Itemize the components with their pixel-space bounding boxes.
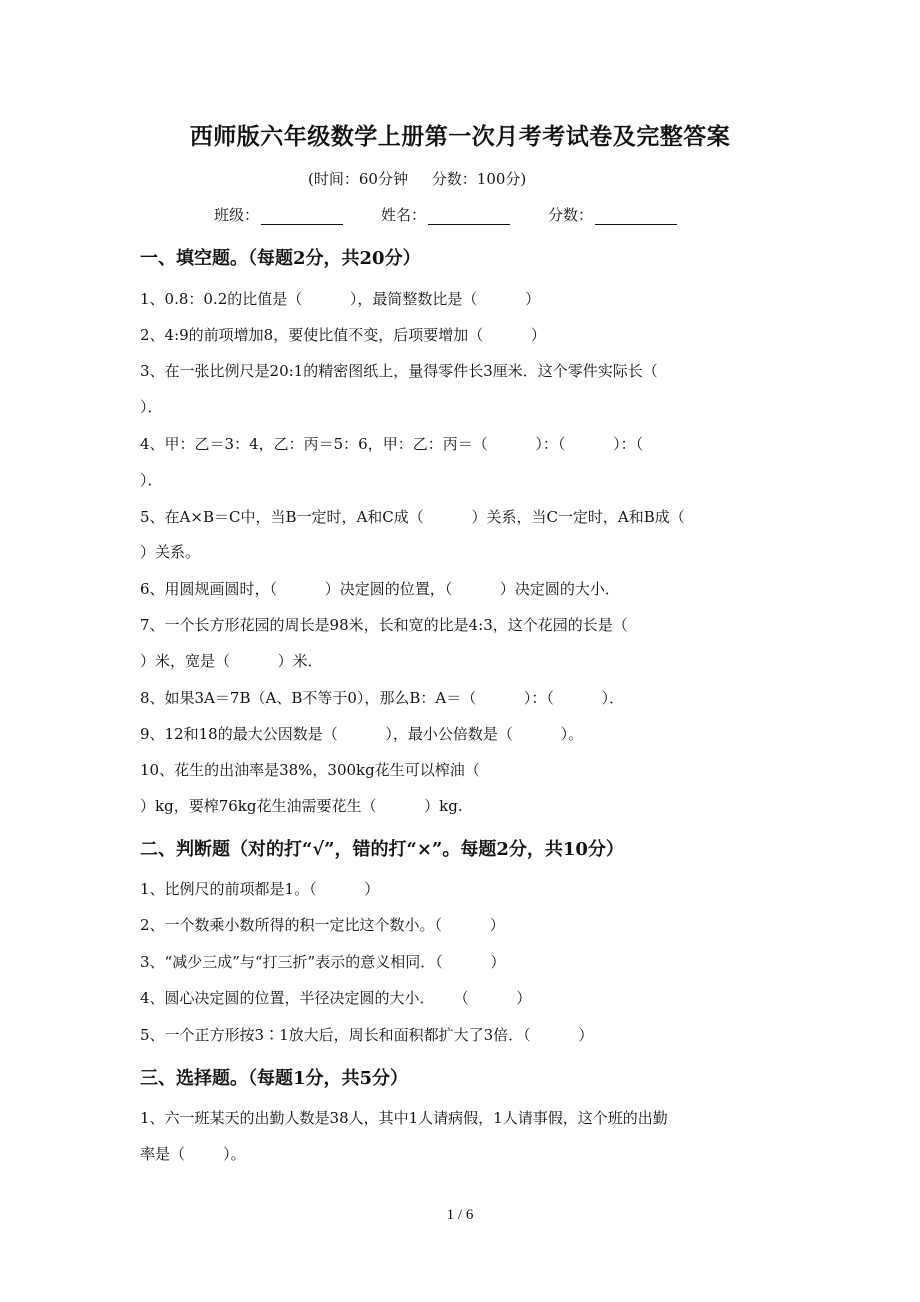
question-line: 7、一个长方形花园的周长是98米，长和宽的比是4:3，这个花园的长是（ (140, 616, 628, 634)
question-line: 10、花生的出油率是38%，300kg花生可以榨油（ (140, 761, 480, 779)
section-judge-heading: 二、判断题（对的打“√”，错的打“×”。每题2分，共10分） (140, 839, 624, 860)
question-line: ）关系。 (140, 543, 201, 561)
question-line: 1、比例尺的前项都是1。（ ） (140, 880, 380, 898)
question-line: ）． (140, 471, 163, 489)
question-line: 5、在A×B＝C中，当B一定时，A和C成（ ）关系，当C一定时，A和B成（ (140, 508, 685, 526)
question-line: ）． (140, 398, 163, 416)
student-info-line (214, 204, 677, 225)
exam-subtitle: (时间：60分钟 分数：100分) (308, 170, 527, 188)
class-field (214, 204, 343, 225)
question-line: 5、一个正方形按3∶1放大后，周长和面积都扩大了3倍．（ ） (140, 1026, 594, 1044)
score-blank (595, 210, 677, 225)
section-fill-heading: 一、填空题。（每题2分，共20分） (140, 248, 421, 269)
question-line: 3、“减少三成”与“打三折”表示的意义相同．（ ） (140, 953, 506, 971)
question-line: 1、0.8：0.2的比值是（ ），最简整数比是（ ） (140, 290, 541, 308)
score-field (548, 204, 677, 225)
name-field (381, 204, 510, 225)
class-label: 班级： (214, 206, 260, 224)
page-number: 1 / 6 (446, 1207, 474, 1223)
class-blank (261, 210, 343, 225)
question-line: 率是（ ）。 (140, 1145, 246, 1163)
question-line: 2、一个数乘小数所得的积一定比这个数小。（ ） (140, 916, 505, 934)
question-line: 6、用圆规画圆时，（ ）决定圆的位置，（ ）决定圆的大小． (140, 580, 620, 598)
question-line: ）kg，要榨76kg花生油需要花生（ ）kg. (140, 797, 463, 815)
name-blank (428, 210, 510, 225)
question-line: 1、六一班某天的出勤人数是38人，其中1人请病假，1人请事假，这个班的出勤 (140, 1109, 668, 1127)
question-line: 4、圆心决定圆的位置，半径决定圆的大小． （ ） (140, 989, 532, 1007)
question-line: 2、4:9的前项增加8，要使比值不变，后项要增加（ ） (140, 326, 546, 344)
question-line: 4、甲：乙＝3：4，乙：丙＝5：6，甲：乙：丙＝（ ）：（ ）：（ (140, 435, 644, 453)
score-label: 分数： (548, 206, 594, 224)
question-line: 3、在一张比例尺是20:1的精密图纸上，量得零件长3厘米．这个零件实际长（ (140, 362, 658, 380)
name-label: 姓名： (381, 206, 427, 224)
question-line: 8、如果3A＝7B（A、B不等于0），那么B：A＝（ ）：（ ）． (140, 689, 625, 707)
question-line: 9、12和18的最大公因数是（ ），最小公倍数是（ ）。 (140, 725, 584, 743)
question-line: ）米，宽是（ ）米． (140, 652, 323, 670)
section-choice-heading: 三、选择题。（每题1分，共5分） (140, 1068, 409, 1089)
exam-title: 西师版六年级数学上册第一次月考考试卷及完整答案 (189, 123, 731, 150)
